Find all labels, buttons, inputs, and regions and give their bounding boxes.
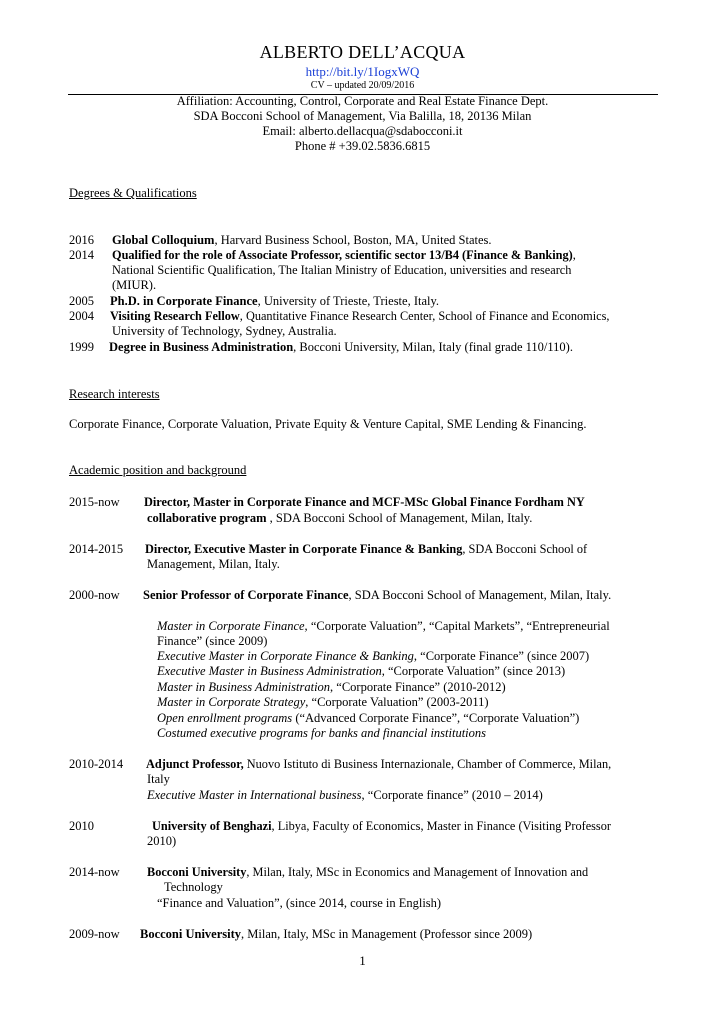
position-title: Adjunct Professor, [146, 757, 244, 771]
degree-detail: , Bocconi University, Milan, Italy (final grade 110/110). [293, 340, 573, 354]
degree-detail-line: National Scientific Qualification, The Italian Ministry of Education, universities and research [112, 263, 572, 277]
degree-detail: , [572, 248, 576, 262]
position-period: 2015-now [69, 495, 120, 509]
updated-date: CV – updated 20/09/2016 [310, 80, 415, 91]
degree-detail: , University of Trieste, Trieste, Italy. [257, 294, 440, 308]
degree-title: Qualified for the role of Associate Professor, scientific sector 13/B4 (Finance & Banking) [112, 248, 573, 262]
degree-year: 2016 [69, 233, 94, 247]
degree-detail: , Harvard Business School, Boston, MA, United States. [214, 233, 492, 247]
position-period: 2009-now [69, 927, 120, 941]
position-period: 2000-now [69, 588, 120, 602]
position-detail-line: Management, Milan, Italy. [147, 557, 280, 571]
course-line: Executive Master in Business Administration, “Corporate Valuation” (since 2013) [157, 664, 566, 678]
phone: Phone # +39.02.5836.6815 [294, 139, 431, 153]
email[interactable]: Email: alberto.dellacqua@sdabocconi.it [262, 124, 463, 138]
course-line: Executive Master in Corporate Finance & Banking, “Corporate Finance” (since 2007) [157, 649, 590, 663]
degree-year: 2004 [69, 309, 94, 323]
position-period: 2014-now [69, 865, 120, 879]
degree-title: Ph.D. in Corporate Finance [110, 294, 258, 308]
degree-title: Global Colloquium [112, 233, 215, 247]
degree-title: Degree in Business Administration [109, 340, 294, 354]
degree-title: Visiting Research Fellow [110, 309, 240, 323]
position-title: University of Benghazi [152, 819, 272, 833]
position-title: Director, Master in Corporate Finance and MCF-MSc Global Finance Fordham NY [144, 495, 585, 509]
position-detail: , Milan, Italy, MSc in Management (Professor since 2009) [241, 927, 533, 941]
position-detail-line: 2010) [147, 834, 177, 848]
course-line: Master in Corporate Finance, “Corporate Valuation”, “Capital Markets”, “Entrepreneurial [157, 619, 610, 633]
course-line: Executive Master in International business, “Corporate finance” (2010 – 2014) [147, 788, 543, 802]
position-title: Director, Executive Master in Corporate Finance & Banking [145, 542, 463, 556]
position-title: Bocconi University [140, 927, 242, 941]
position-title: Bocconi University [147, 865, 247, 879]
school-address: SDA Bocconi School of Management, Via Balilla, 18, 20136 Milan [193, 109, 532, 123]
position-detail-line: Italy [147, 772, 170, 786]
position-detail: , Milan, Italy, MSc in Economics and Management of Innovation and [246, 865, 589, 879]
course-line: Open enrollment programs (“Advanced Corporate Finance”, “Corporate Valuation”) [157, 711, 580, 725]
course-line: Finance” (since 2009) [157, 634, 268, 648]
degree-year: 1999 [69, 340, 94, 354]
position-detail: , SDA Bocconi School of Management, Milan, Italy. [266, 511, 533, 525]
position-period: 2010-2014 [69, 757, 124, 771]
degree-year: 2014 [69, 248, 94, 262]
degree-detail: , Quantitative Finance Research Center, School of Finance and Economics, [239, 309, 610, 323]
research-heading: Research interests [69, 387, 160, 401]
position-detail-line: Technology [164, 880, 223, 894]
position-detail: , SDA Bocconi School of [462, 542, 588, 556]
course-line: “Finance and Valuation”, (since 2014, course in English) [157, 896, 442, 910]
cv-name: ALBERTO DELL’ACQUA [259, 42, 466, 62]
course-line: Costumed executive programs for banks and financial institutions [157, 726, 487, 740]
position-period: 2010 [69, 819, 94, 833]
position-period: 2014-2015 [69, 542, 124, 556]
degree-year: 2005 [69, 294, 94, 308]
degree-detail-line: University of Technology, Sydney, Australia. [112, 324, 337, 338]
academic-heading: Academic position and background [69, 463, 247, 477]
affiliation: Affiliation: Accounting, Control, Corporate and Real Estate Finance Dept. [176, 94, 549, 108]
page-number: 1 [359, 953, 366, 968]
position-title: collaborative program [147, 511, 267, 525]
position-title: Senior Professor of Corporate Finance [143, 588, 349, 602]
course-line: Master in Corporate Strategy, “Corporate Valuation” (2003-2011) [157, 695, 489, 709]
degrees-heading: Degrees & Qualifications [69, 186, 197, 200]
degree-detail-line: (MIUR). [112, 278, 157, 292]
course-line: Master in Business Administration, “Corporate Finance” (2010-2012) [157, 680, 506, 694]
position-detail: , SDA Bocconi School of Management, Milan, Italy. [348, 588, 612, 602]
profile-link[interactable]: http://bit.ly/1IogxWQ [305, 64, 420, 79]
position-detail: , Libya, Faculty of Economics, Master in Finance (Visiting Professor [271, 819, 611, 833]
position-detail: Nuovo Istituto di Business Internazionale, Chamber of Commerce, Milan, [243, 757, 612, 771]
research-text: Corporate Finance, Corporate Valuation, Private Equity & Venture Capital, SME Lending & Financing. [69, 417, 587, 431]
